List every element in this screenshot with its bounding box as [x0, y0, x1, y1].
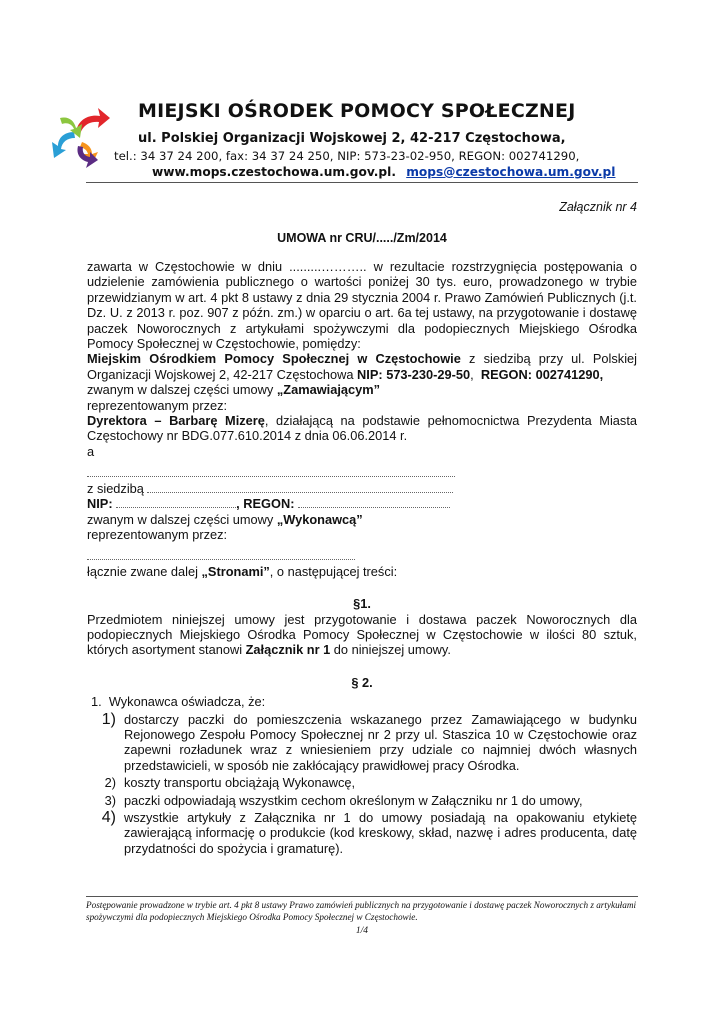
section1-text: Przedmiotem niniejszej umowy jest przygotowanie i dostawa paczek Noworocznych dla podopiecznych Miejskiego Ośrodka Pomocy Społecznej w Częstochowie w ilości 80 sztuk, których asortyment stanowi Załącznik nr 1 do niniejszej umowy.	[87, 611, 637, 658]
list-item: 4) wszystkie artykuły z Załącznika nr 1 do umowy posiadają na opakowaniu etykietę zawierającą informację o produkcie (kod kreskowy, skład, nazwę i adres producenta, datę przydatności do spożycia i gramaturę).	[101, 809, 637, 856]
jointly-line: łącznie zwane dalej „Stronami”, o następującej treści:	[87, 563, 398, 579]
contract-title: UMOWA nr CRU/...../Zm/2014	[277, 231, 447, 245]
party1-name: Miejskim Ośrodkiem Pomocy Społecznej w Częstochowie	[87, 351, 461, 367]
mops-logo-icon	[50, 102, 110, 170]
section1-title: §1.	[353, 596, 371, 612]
contract-body	[87, 259, 637, 856]
attachment-label: Załącznik nr 4	[559, 200, 637, 214]
party1-represented: reprezentowanym przez:	[87, 397, 228, 413]
director-paragraph: Dyrektora – Barbarę Mizerę, działającą na podstawie pełnomocnictwa Prezydenta Miasta Częstochowy nr BDG.077.610.2014 z dnia 06.06.2014 r.	[87, 413, 637, 444]
representative-blank	[87, 548, 637, 563]
org-contact: tel.: 34 37 24 200, fax: 34 37 24 250, NIP: 573-23-02-950, REGON: 002741290,	[114, 149, 580, 163]
org-address: ul. Polskiej Organizacji Wojskowej 2, 42-217 Częstochowa,	[138, 131, 566, 146]
footer-note: Postępowanie prowadzone w trybie art. 4 pkt 8 ustawy Prawo zamówień publicznych na przygotowanie i dostawę paczek Noworocznych z artykułami spożywczymi dla podopiecznych Miejskiego Ośrodka Pomocy Społecznej w Częstochowie.	[86, 900, 637, 922]
section2-title: § 2.	[351, 674, 373, 690]
director-name: Dyrektora – Barbarę Mizerę	[87, 413, 265, 429]
logo-arrow-blue	[52, 132, 75, 158]
party2-represented: reprezentowanym przez:	[87, 526, 228, 542]
list-item: 2) koszty transportu obciążają Wykonawcę,	[104, 775, 356, 791]
party1-regon: REGON: 002741290,	[480, 366, 604, 382]
section2-list	[87, 694, 637, 856]
and-word: a	[87, 443, 95, 459]
preamble-paragraph: zawarta w Częstochowie w dniu .........……….. w rezultacie rozstrzygnięcia postępowania o udzielenie zamówienia publicznego o wartości poniżej 30 tys. euro, prowadzonego w trybie przewidzianym w art. 4 pkt 8 ustawy z dnia 29 stycznia 2004 r. Prawo Zamówień Publicznych (j.t. Dz. U. z 2013 r. poz. 907 z późn. zm.) w oparciu o art. 6a tej ustawy, na przygotowanie i dostawę paczek Noworocznych z artykułami spożywczymi dla podopiecznych Miejskiego Ośrodka Pomocy Społecznej w Częstochowie, pomiędzy:	[87, 259, 637, 352]
org-website[interactable]: www.mops.czestochowa.um.gov.pl.	[152, 165, 396, 179]
party2-called: zwanym w dalszej części umowy „Wykonawcą”	[87, 511, 363, 527]
org-web-line	[152, 165, 615, 179]
list-item: 1) dostarczy paczki do pomieszczenia wskazanego przez Zamawiającego w budynku Rejonowego Zespołu Pomocy Społecznej nr 2 przy ul. Staszica 10 w Częstochowie oraz zapewni rozładunek wraz z wniesieniem przy udziale co najmniej dwóch własnych przedstawicieli, w sposób nie zakłócający prawidłowej pracy Ośrodka.	[101, 710, 637, 773]
party1-paragraph: Miejskim Ośrodkiem Pomocy Społecznej w Częstochowie z siedzibą przy ul. Polskiej Organizacji Wojskowej 2, 42-217 Częstochowa NIP: 573-230-29-50, REGON: 002741290,	[87, 351, 637, 382]
list-item: 3) paczki odpowiadają wszystkim cechom określonym w Załączniku nr 1 do umowy,	[104, 792, 583, 808]
section2-item-1: 1. Wykonawca oświadcza, że:	[91, 694, 266, 710]
org-name: MIEJSKI OŚRODEK POMOCY SPOŁECZNEJ	[138, 100, 576, 122]
contractor-seat: z siedzibą	[87, 481, 637, 496]
contractor-ids: NIP: , REGON:	[87, 496, 637, 511]
header-divider	[86, 182, 638, 183]
contractor-name-blank	[87, 465, 637, 480]
org-email-link[interactable]: mops@czestochowa.um.gov.pl	[406, 165, 616, 179]
party1-called: zwanym w dalszej części umowy „Zamawiającym”	[87, 382, 381, 398]
page-number: 1/4	[355, 926, 369, 936]
footer-divider	[86, 896, 638, 897]
party1-nip: NIP: 573-230-29-50	[357, 366, 471, 382]
